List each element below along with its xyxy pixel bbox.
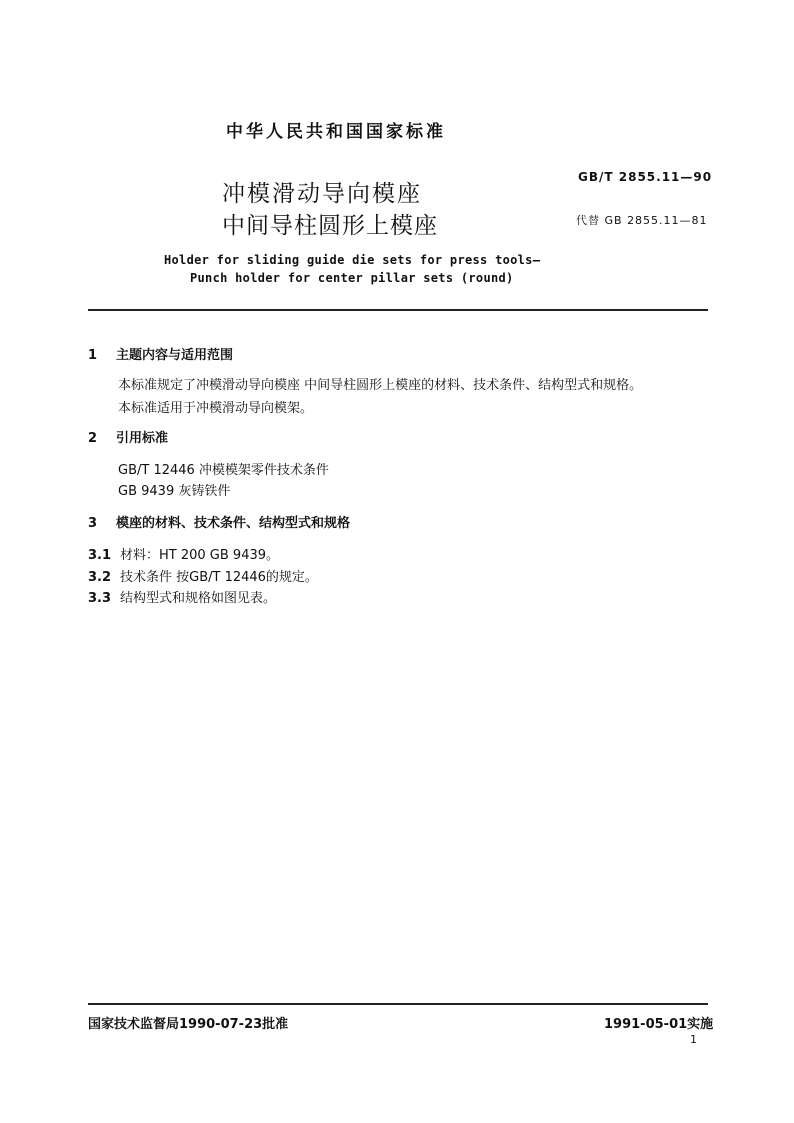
section-1-paragraph-2: 本标准适用于冲模滑动导向模架。 [118, 401, 314, 416]
bottom-divider [88, 1003, 708, 1005]
english-title-line-1: Holder for sliding guide die sets for press tools— [164, 253, 541, 267]
section-1-paragraph-1: 本标准规定了冲模滑动导向模座 中间导柱圆形上模座的材料、技术条件、结构型式和规格。 [118, 378, 643, 393]
section-number: 1 [88, 348, 98, 363]
clause-text: 材料：HT 200 GB 9439。 [120, 548, 280, 563]
page-number: 1 [690, 1033, 697, 1046]
title-line-2: 中间导柱圆形上模座 [222, 213, 438, 239]
section-3-heading [88, 512, 350, 531]
clause-number: 3.3 [88, 591, 112, 606]
clause-item [88, 587, 276, 606]
section-number: 3 [88, 516, 98, 531]
national-standard-heading: 中华人民共和国国家标准 [226, 122, 446, 142]
clause-text: 结构型式和规格如图见表。 [120, 591, 277, 606]
section-2-heading [88, 427, 168, 446]
effective-date: 1991-05-01实施 [604, 1017, 714, 1032]
title-line-1: 冲模滑动导向模座 [222, 181, 422, 207]
clause-item [88, 544, 279, 563]
standard-number: GB/T 2855.11—90 [578, 170, 713, 184]
section-number: 2 [88, 431, 98, 446]
top-divider [88, 309, 708, 311]
english-title-line-2: Punch holder for center pillar sets (round) [190, 271, 514, 285]
section-title: 主题内容与适用范围 [116, 348, 234, 363]
replaces-standard: 代替 GB 2855.11—81 [576, 214, 708, 227]
clause-number: 3.2 [88, 570, 112, 585]
clause-item [88, 566, 318, 585]
approval-date: 国家技术监督局1990-07-23批准 [88, 1017, 289, 1032]
section-title: 引用标准 [116, 431, 169, 446]
section-1-heading [88, 344, 233, 363]
reference-standard-1: GB/T 12446 冲模模架零件技术条件 [118, 463, 329, 478]
section-title: 模座的材料、技术条件、结构型式和规格 [116, 516, 351, 531]
clause-text: 技术条件 按GB/T 12446的规定。 [120, 570, 318, 585]
reference-standard-2: GB 9439 灰铸铁件 [118, 484, 231, 499]
clause-number: 3.1 [88, 548, 112, 563]
